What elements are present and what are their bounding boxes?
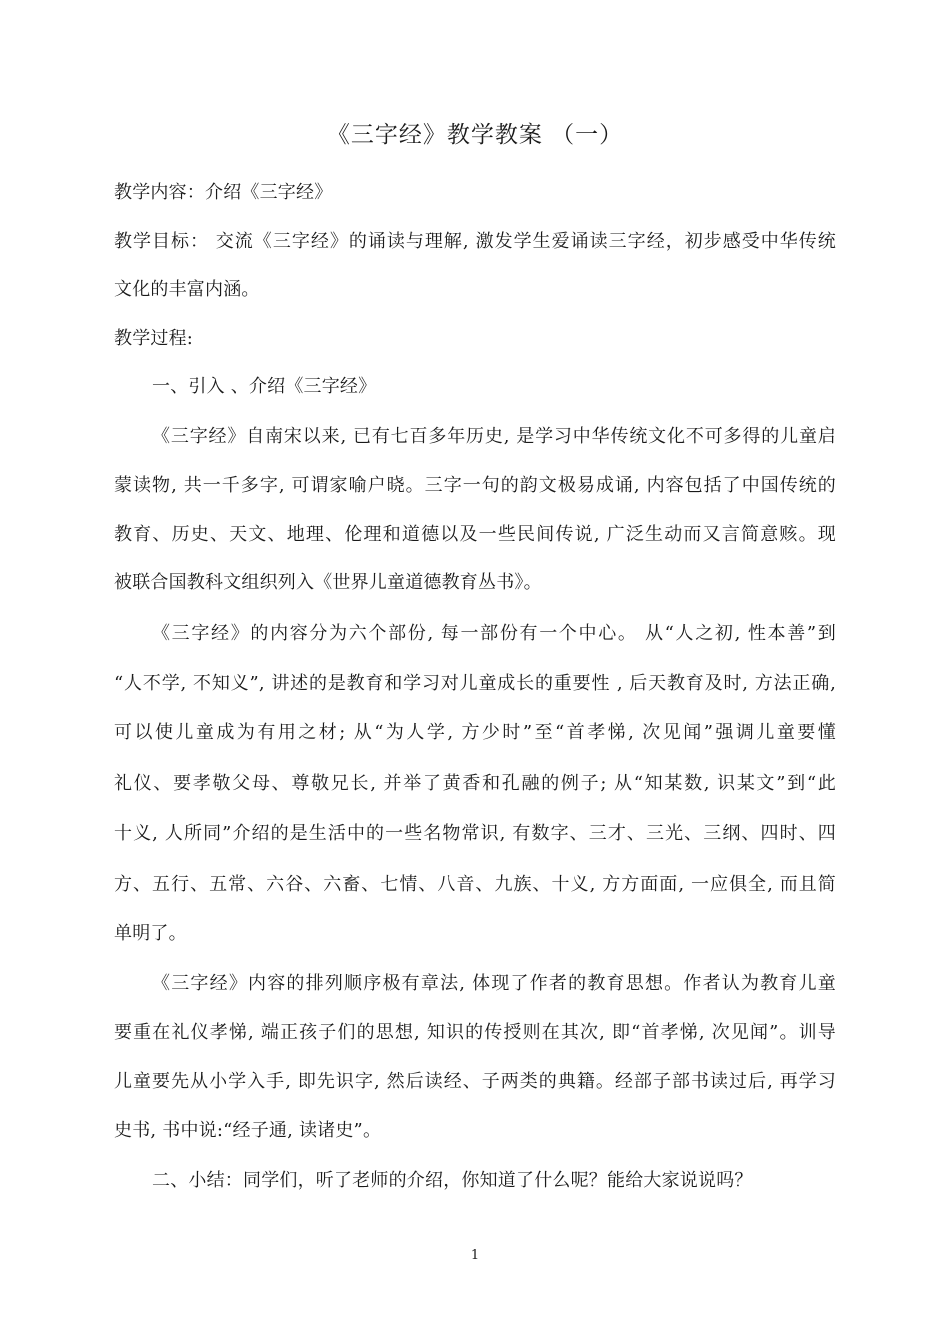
paragraph-line: 《三字经》的内容分为六个部份, 每一部份有一个中心。 从“人之初, 性本善”到 bbox=[152, 623, 836, 644]
teaching-goal-continuation: 文化的丰富内涵。 bbox=[114, 279, 260, 300]
paragraph-line: 方、五行、五常、六谷、六畜、七情、八音、九族、十义, 方方面面, 一应俱全, 而且简 bbox=[114, 874, 836, 895]
paragraph-line: 蒙读物, 共一千多字, 可谓家喻户晓。三字一句的韵文极易成诵, 内容包括了中国传统的 bbox=[114, 475, 836, 496]
paragraph-line: 十义, 人所同”介绍的是生活中的一些名物常识, 有数字、三才、三光、三纲、四时、四 bbox=[114, 823, 836, 844]
paragraph-line: 礼仪、要孝敬父母、尊敬兄长, 并举了黄香和孔融的例子; 从“知某数, 识某文”到“此 bbox=[114, 773, 836, 794]
document-title: 《三字经》教学教案 （一） bbox=[326, 122, 624, 148]
paragraph-line: 儿童要先从小学入手, 即先识字, 然后读经、子两类的典籍。经部子部书读过后, 再学习 bbox=[114, 1071, 836, 1092]
page-number: 1 bbox=[470, 1248, 480, 1263]
teaching-process-heading: 教学过程: bbox=[114, 328, 194, 349]
paragraph-line: 单明了。 bbox=[114, 923, 187, 944]
paragraph-line: “人不学, 不知义”, 讲述的是教育和学习对儿童成长的重要性 , 后天教育及时, 方法正确, bbox=[114, 673, 836, 694]
summary-line: 二、小结：同学们，听了老师的介绍，你知道了什么呢？能给大家说说吗？ bbox=[152, 1170, 753, 1191]
paragraph-line: 史书, 书中说:“经子通, 读诸史”。 bbox=[114, 1120, 382, 1141]
paragraph-line: 《三字经》自南宋以来, 已有七百多年历史, 是学习中华传统文化不可多得的儿童启 bbox=[152, 426, 836, 447]
paragraph-line: 教育、历史、天文、地理、伦理和道德以及一些民间传说, 广泛生动而又言简意赅。现 bbox=[114, 524, 836, 545]
section-one-heading: 一、引入 、介绍《三字经》 bbox=[152, 376, 377, 397]
paragraph-line: 《三字经》内容的排列顺序极有章法, 体现了作者的教育思想。作者认为教育儿童 bbox=[152, 973, 836, 994]
teaching-goal-line: 教学目标： 交流《三字经》的诵读与理解, 激发学生爱诵读三字经，初步感受中华传统 bbox=[114, 231, 836, 252]
paragraph-line: 可以使儿童成为有用之材; 从“为人学, 方少时”至“首孝悌, 次见闻”强调儿童要懂 bbox=[114, 722, 836, 743]
teaching-content-line: 教学内容：介绍《三字经》 bbox=[114, 182, 333, 203]
paragraph-line: 被联合国教科文组织列入《世界儿童道德教育丛书》。 bbox=[114, 572, 542, 593]
paragraph-line: 要重在礼仪孝悌, 端正孩子们的思想, 知识的传授则在其次, 即“首孝悌, 次见闻”。训导 bbox=[114, 1022, 836, 1043]
